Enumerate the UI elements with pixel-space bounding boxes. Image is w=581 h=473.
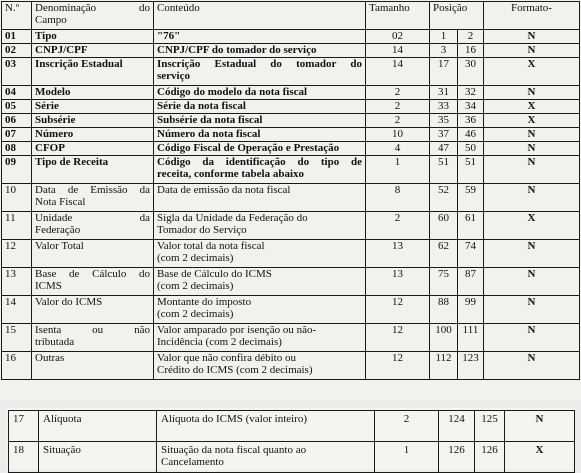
row-size: 2 — [366, 100, 430, 114]
row-name: Outras — [32, 352, 154, 380]
table-row — [2, 58, 580, 86]
row-desc-line2: Incidência (com 2 decimais) — [157, 336, 282, 348]
row-desc — [154, 268, 366, 296]
table-row — [2, 352, 580, 380]
row-size: 14 — [366, 44, 430, 58]
row-size: 1 — [366, 156, 430, 184]
row-desc — [157, 442, 375, 473]
table-header-row — [2, 2, 580, 30]
table-row — [2, 268, 580, 296]
row-pos-end: 59 — [458, 184, 484, 212]
row-format: N — [484, 184, 580, 212]
row-pos-start: 60 — [430, 212, 458, 240]
row-size: 10 — [366, 128, 430, 142]
row-desc-line1: Código da identificação do tipo de — [157, 156, 362, 168]
table-row — [2, 156, 580, 184]
table-row — [2, 142, 580, 156]
row-pos-end: 30 — [458, 58, 484, 86]
table-row — [9, 411, 575, 442]
row-name: Modelo — [32, 86, 154, 100]
row-size: 2 — [366, 212, 430, 240]
row-name: Situação — [39, 442, 157, 473]
row-name: Tipo — [32, 30, 154, 44]
row-pos-start: 47 — [430, 142, 458, 156]
table-row — [2, 128, 580, 142]
row-desc: "76" — [154, 30, 366, 44]
header-format: Formato- — [484, 2, 580, 30]
row-name-line2: ICMS — [35, 280, 62, 292]
row-name: Número — [32, 128, 154, 142]
table-row — [2, 296, 580, 324]
table-row — [2, 30, 580, 44]
row-name: Alíquota — [39, 411, 157, 442]
row-format: N — [484, 30, 580, 44]
table-row — [2, 324, 580, 352]
row-no: 17 — [9, 411, 39, 442]
row-format: N — [484, 296, 580, 324]
row-no: 05 — [2, 100, 32, 114]
row-format: N — [484, 352, 580, 380]
row-format: N — [484, 142, 580, 156]
row-format: X — [484, 212, 580, 240]
row-size: 8 — [366, 184, 430, 212]
header-position: Posição — [430, 2, 484, 30]
row-desc — [154, 58, 366, 86]
table-row — [2, 114, 580, 128]
row-desc: Número da nota fiscal — [154, 128, 366, 142]
row-pos-end: 46 — [458, 128, 484, 142]
row-pos-start: 1 — [430, 30, 458, 44]
row-no: 08 — [2, 142, 32, 156]
table-row — [2, 240, 580, 268]
row-size: 14 — [366, 58, 430, 86]
table-row — [2, 184, 580, 212]
row-name: Subsérie — [32, 114, 154, 128]
row-name: Valor Total — [32, 240, 154, 268]
row-pos-end: 126 — [475, 442, 505, 473]
row-pos-end: 125 — [475, 411, 505, 442]
row-no: 07 — [2, 128, 32, 142]
row-desc: Alíquota do ICMS (valor inteiro) — [157, 411, 375, 442]
row-name: Inscrição Estadual — [32, 58, 154, 86]
row-size: 12 — [366, 352, 430, 380]
row-pos-end: 123 — [458, 352, 484, 380]
row-desc: Subsérie da nota fiscal — [154, 114, 366, 128]
row-no: 02 — [2, 44, 32, 58]
header-name — [32, 2, 154, 30]
row-desc — [154, 212, 366, 240]
row-name-line2: Nota Fiscal — [35, 196, 86, 208]
row-size: 2 — [375, 411, 439, 442]
row-no: 12 — [2, 240, 32, 268]
row-no: 14 — [2, 296, 32, 324]
row-size: 02 — [366, 30, 430, 44]
row-format: N — [484, 324, 580, 352]
row-desc-line2: (com 2 decimais) — [157, 280, 234, 292]
table-row — [2, 212, 580, 240]
row-pos-end: 111 — [458, 324, 484, 352]
row-pos-start: 51 — [430, 156, 458, 184]
row-name: Tipo de Receita — [32, 156, 154, 184]
row-format: N — [484, 268, 580, 296]
row-desc-line1: Sigla da Unidade da Federação do — [157, 212, 308, 224]
row-no: 06 — [2, 114, 32, 128]
row-desc — [154, 352, 366, 380]
row-pos-start: 112 — [430, 352, 458, 380]
row-no: 13 — [2, 268, 32, 296]
row-pos-end: 36 — [458, 114, 484, 128]
row-no: 09 — [2, 156, 32, 184]
row-name: CNPJ/CPF — [32, 44, 154, 58]
row-pos-start: 124 — [439, 411, 475, 442]
row-format: N — [484, 156, 580, 184]
row-no: 01 — [2, 30, 32, 44]
header-size: Tamanho — [366, 2, 430, 30]
header-name-line2: Campo — [35, 14, 67, 26]
row-format: N — [505, 411, 575, 442]
row-name — [32, 184, 154, 212]
row-no: 16 — [2, 352, 32, 380]
row-desc-line1: Valor total da nota fiscal — [157, 240, 265, 252]
table-row — [9, 442, 575, 473]
row-pos-start: 75 — [430, 268, 458, 296]
row-desc — [154, 240, 366, 268]
row-pos-start: 35 — [430, 114, 458, 128]
row-size: 1 — [375, 442, 439, 473]
row-format: N — [484, 240, 580, 268]
row-pos-end: 51 — [458, 156, 484, 184]
row-size: 2 — [366, 86, 430, 100]
row-size: 13 — [366, 240, 430, 268]
row-no: 18 — [9, 442, 39, 473]
row-desc — [154, 324, 366, 352]
row-pos-start: 17 — [430, 58, 458, 86]
row-format: N — [484, 44, 580, 58]
row-desc-line2: receita, conforme tabela abaixo — [157, 168, 305, 180]
field-layout-table — [1, 1, 580, 380]
row-format: X — [505, 442, 575, 473]
header-name-line1: Denominação do — [35, 2, 150, 14]
row-name-line1: Base de Cálculo do — [35, 268, 150, 280]
row-desc-line1: Valor que não confira débito ou — [157, 352, 296, 364]
row-pos-end: 74 — [458, 240, 484, 268]
row-name: Valor do ICMS — [32, 296, 154, 324]
row-pos-end: 50 — [458, 142, 484, 156]
row-name: CFOP — [32, 142, 154, 156]
row-name — [32, 212, 154, 240]
row-desc: Série da nota fiscal — [154, 100, 366, 114]
header-content: Conteúdo — [154, 2, 366, 30]
row-format: X — [484, 58, 580, 86]
row-desc-line1: Situação da nota fiscal quanto ao — [161, 444, 307, 456]
row-pos-start: 126 — [439, 442, 475, 473]
row-name-line2: Federação — [35, 224, 81, 236]
row-name-line2: tributada — [35, 336, 75, 348]
row-format: N — [484, 86, 580, 100]
row-desc-line2: serviço — [157, 70, 190, 82]
row-name: Série — [32, 100, 154, 114]
row-desc: Código Fiscal de Operação e Prestação — [154, 142, 366, 156]
row-name — [32, 268, 154, 296]
row-size: 12 — [366, 296, 430, 324]
row-pos-start: 37 — [430, 128, 458, 142]
row-desc: Data de emissão da nota fiscal — [154, 184, 366, 212]
table-row — [2, 86, 580, 100]
row-format: X — [484, 100, 580, 114]
row-desc-line1: Inscrição Estadual do tomador do — [157, 58, 362, 70]
row-no: 11 — [2, 212, 32, 240]
row-pos-start: 31 — [430, 86, 458, 100]
row-pos-start: 100 — [430, 324, 458, 352]
row-desc-line2: (com 2 decimais) — [157, 308, 234, 320]
row-desc-line1: Base de Cálculo do ICMS — [157, 268, 272, 280]
row-pos-start: 62 — [430, 240, 458, 268]
row-pos-start: 88 — [430, 296, 458, 324]
row-pos-start: 52 — [430, 184, 458, 212]
row-size: 12 — [366, 324, 430, 352]
row-desc — [154, 296, 366, 324]
row-pos-end: 32 — [458, 86, 484, 100]
row-pos-end: 99 — [458, 296, 484, 324]
row-desc — [154, 156, 366, 184]
row-no: 04 — [2, 86, 32, 100]
row-desc-line1: Montante do imposto — [157, 296, 252, 308]
row-pos-end: 87 — [458, 268, 484, 296]
row-pos-end: 16 — [458, 44, 484, 58]
row-name-line1: Data de Emissão da — [35, 184, 150, 196]
row-desc: Código do modelo da nota fiscal — [154, 86, 366, 100]
row-format: N — [484, 128, 580, 142]
header-no: N.º — [2, 2, 32, 30]
row-name-line1: Unidade da — [35, 212, 150, 224]
row-no: 03 — [2, 58, 32, 86]
row-name-line1: Isenta ou não — [35, 324, 150, 336]
row-desc-line2: Cancelamento — [161, 456, 224, 468]
row-desc-line1: Valor amparado por isenção ou não- — [157, 324, 317, 336]
row-no: 15 — [2, 324, 32, 352]
row-desc: CNPJ/CPF do tomador do serviço — [154, 44, 366, 58]
row-size: 4 — [366, 142, 430, 156]
row-size: 13 — [366, 268, 430, 296]
table-row — [2, 100, 580, 114]
field-layout-table-continued — [8, 410, 575, 473]
row-pos-end: 61 — [458, 212, 484, 240]
row-pos-start: 3 — [430, 44, 458, 58]
row-format: X — [484, 114, 580, 128]
row-pos-end: 34 — [458, 100, 484, 114]
row-desc-line2: Tomador do Serviço — [157, 224, 247, 236]
row-desc-line2: Crédito do ICMS (com 2 decimais) — [157, 364, 313, 376]
row-pos-start: 33 — [430, 100, 458, 114]
row-pos-end: 2 — [458, 30, 484, 44]
row-name — [32, 324, 154, 352]
row-size: 2 — [366, 114, 430, 128]
row-desc-line2: (com 2 decimais) — [157, 252, 234, 264]
row-no: 10 — [2, 184, 32, 212]
table-row — [2, 44, 580, 58]
